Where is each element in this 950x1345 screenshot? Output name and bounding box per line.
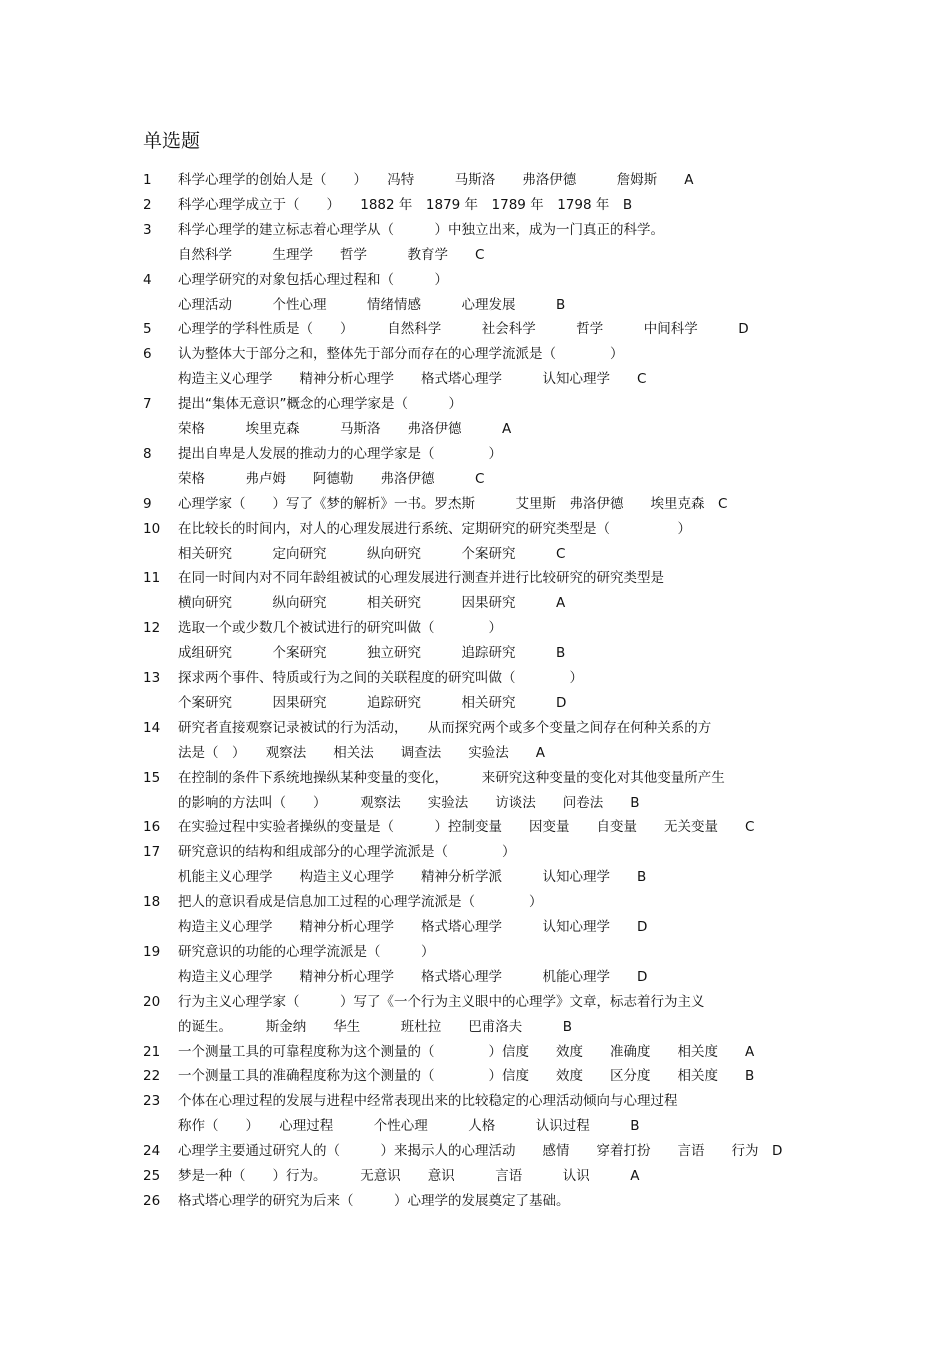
question-number: 5 — [143, 321, 152, 338]
question-text: 科学心理学的创始人是（ ） 冯特 马斯洛 弗洛伊德 詹姆斯 A — [178, 172, 694, 188]
question-text: 把人的意识看成是信息加工过程的心理学流派是（ ） — [178, 894, 543, 911]
question-text: 选取一个或少数几个被试进行的研究叫做（ ） — [178, 620, 502, 637]
question-text: 研究意识的结构和组成部分的心理学流派是（ ） — [178, 844, 516, 861]
question-text: 探求两个事件、特质或行为之间的关联程度的研究叫做（ ） — [178, 670, 583, 686]
question-options: 个案研究 因果研究 追踪研究 相关研究 D — [178, 694, 567, 711]
question-text: 心理学主要通过研究人的（ ）来揭示人的心理活动 感情 穿着打扮 言语 行为 D — [178, 1143, 783, 1160]
question-options: 横向研究 纵向研究 相关研究 因果研究 A — [178, 595, 566, 612]
question-text: 科学心理学的建立标志着心理学从（ ）中独立出来，成为一门真正的科学。 — [178, 221, 664, 238]
question-text: 心理学研究的对象包括心理过程和（ ） — [178, 271, 448, 288]
question-number: 21 — [143, 1043, 161, 1060]
section-heading: 单选题 — [143, 130, 201, 152]
question-options: 自然科学 生理学 哲学 教育学 C — [178, 246, 485, 263]
question-text: 在同一时间内对不同年龄组被试的心理发展进行测查并进行比较研究的研究类型是 — [178, 570, 664, 587]
question-number: 11 — [143, 570, 161, 587]
question-number: 19 — [143, 943, 161, 960]
question-options: 荣格 埃里克森 马斯洛 弗洛伊德 A — [178, 421, 512, 437]
question-options: 构造主义心理学 精神分析心理学 格式塔心理学 机能心理学 D — [178, 968, 648, 985]
question-text: 在实验过程中实验者操纵的变量是（ ）控制变量 因变量 自变量 无关变量 C — [178, 819, 755, 836]
question-number: 17 — [143, 844, 161, 861]
question-text: 研究意识的功能的心理学流派是（ ） — [178, 943, 435, 960]
question-text: 提出自卑是人发展的推动力的心理学家是（ ） — [178, 445, 502, 462]
question-number: 18 — [143, 894, 161, 911]
question-text: 在控制的条件下系统地操纵某种变量的变化， 来研究这种变量的变化对其他变量所产生 — [178, 769, 725, 786]
question-number: 7 — [143, 396, 152, 413]
question-number: 1 — [143, 172, 152, 188]
question-number: 9 — [143, 495, 152, 512]
question-text: 一个测量工具的可靠程度称为这个测量的（ ）信度 效度 准确度 相关度 A — [178, 1043, 755, 1060]
question-number: 26 — [143, 1192, 161, 1209]
question-number: 2 — [143, 196, 152, 213]
question-options: 成组研究 个案研究 独立研究 追踪研究 B — [178, 645, 566, 662]
question-text: 梦是一种（ ）行为。 无意识 意识 言语 认识 A — [178, 1168, 640, 1184]
question-number: 22 — [143, 1068, 161, 1085]
question-number: 14 — [143, 719, 161, 736]
question-options: 的诞生。 斯金纳 华生 班杜拉 巴甫洛夫 B — [178, 1018, 573, 1035]
question-number: 13 — [143, 670, 161, 686]
question-text: 心理学的学科性质是（ ） 自然科学 社会科学 哲学 中间科学 D — [178, 321, 749, 338]
question-options: 称作（ ） 心理过程 个性心理 人格 认识过程 B — [178, 1118, 640, 1135]
question-number: 3 — [143, 221, 152, 238]
question-number: 16 — [143, 819, 161, 836]
question-number: 24 — [143, 1143, 161, 1160]
question-text: 科学心理学成立于（ ） 1882 年 1879 年 1789 年 1798 年 B — [178, 196, 633, 213]
question-number: 15 — [143, 769, 161, 786]
question-options: 法是（ ） 观察法 相关法 调查法 实验法 A — [178, 744, 545, 761]
question-text: 在比较长的时间内，对人的心理发展进行系统、定期研究的研究类型是（ ） — [178, 520, 691, 537]
question-text: 个体在心理过程的发展与进程中经常表现出来的比较稳定的心理活动倾向与心理过程 — [178, 1093, 678, 1110]
question-text: 一个测量工具的准确程度称为这个测量的（ ）信度 效度 区分度 相关度 B — [178, 1068, 755, 1085]
question-number: 4 — [143, 271, 152, 288]
question-text: 行为主义心理学家（ ）写了《一个行为主义眼中的心理学》文章，标志着行为主义 — [178, 993, 705, 1010]
question-text: 格式塔心理学的研究为后来（ ）心理学的发展奠定了基础。 — [178, 1192, 570, 1209]
question-number: 8 — [143, 445, 152, 462]
question-options: 机能主义心理学 构造主义心理学 精神分析学派 认知心理学 B — [178, 869, 647, 886]
question-text: 提出“集体无意识”概念的心理学家是（ ） — [178, 396, 462, 413]
question-options: 心理活动 个性心理 情绪情感 心理发展 B — [178, 296, 566, 313]
question-options: 构造主义心理学 精神分析心理学 格式塔心理学 认知心理学 D — [178, 919, 648, 935]
question-options: 的影响的方法叫（ ） 观察法 实验法 访谈法 问卷法 B — [178, 794, 640, 811]
question-options: 相关研究 定向研究 纵向研究 个案研究 C — [178, 545, 566, 562]
question-options: 构造主义心理学 精神分析心理学 格式塔心理学 认知心理学 C — [178, 371, 647, 388]
question-number: 6 — [143, 346, 152, 363]
question-number: 20 — [143, 993, 161, 1010]
question-number: 25 — [143, 1168, 161, 1184]
question-text: 认为整体大于部分之和，整体先于部分而存在的心理学流派是（ ） — [178, 346, 624, 363]
question-text: 心理学家（ ）写了《梦的解析》一书。罗杰斯 艾里斯 弗洛伊德 埃里克森 C — [178, 495, 728, 512]
question-number: 23 — [143, 1093, 161, 1110]
question-options: 荣格 弗卢姆 阿德勒 弗洛伊德 C — [178, 470, 485, 487]
question-text: 研究者直接观察记录被试的行为活动， 从而探究两个或多个变量之间存在何种关系的方 — [178, 719, 712, 736]
question-number: 10 — [143, 520, 161, 537]
question-number: 12 — [143, 620, 161, 637]
